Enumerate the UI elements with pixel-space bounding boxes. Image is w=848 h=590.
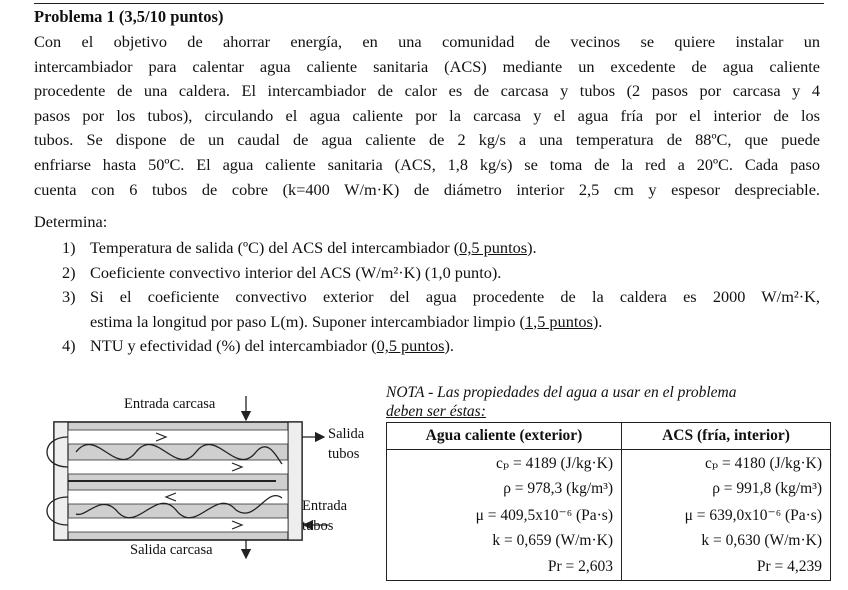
question-text: Coeficiente convectivo interior del ACS (W/m²·K) (1,0 punto).: [90, 262, 502, 282]
determine-heading: Determina:: [34, 212, 108, 231]
question-points: 1,5 puntos: [524, 311, 593, 331]
problem-statement: [34, 30, 820, 202]
table-cell: cₚ = 4180 (J/kg·K): [622, 450, 831, 477]
table-cell: ρ = 978,3 (kg/m³): [387, 476, 622, 502]
label-salida-tubos: Salida: [328, 426, 365, 442]
question-tail: ).: [527, 238, 537, 257]
statement-line: cuenta con 6 tubos de cobre (k=400 W/m·K) de diámetro interior 2,5 cm y espesor despreciable.: [34, 179, 820, 199]
question-number: 2): [62, 262, 76, 282]
table-cell: Pr = 2,603: [387, 554, 622, 581]
water-properties-table: [386, 422, 831, 581]
question-tail: ).: [592, 311, 603, 331]
column-header-hot-water: Agua caliente (exterior): [387, 423, 622, 450]
question-points: 0,5 puntos: [459, 238, 528, 257]
question-item: [34, 236, 820, 261]
label-entrada-tubos-2: tubos: [302, 518, 334, 534]
statement-line: tubos. Se dispone de un caudal de agua caliente de 2 kg/s a una temperatura de 88ºC, que puede: [34, 130, 820, 150]
label-salida-carcasa: Salida carcasa: [130, 542, 213, 558]
question-list: [34, 236, 820, 359]
properties-note: [386, 383, 826, 421]
table-cell: μ = 639,0x10⁻⁶ (Pa·s): [622, 502, 831, 528]
question-number: 4): [62, 336, 76, 355]
table-cell: Pr = 4,239: [622, 554, 831, 581]
statement-line: Con el objetivo de ahorrar energía, en una comunidad de vecinos se quiere instalar un: [34, 32, 820, 51]
statement-line: intercambiador para calentar agua caliente sanitaria (ACS) mediante un excedente de agua caliente: [34, 56, 820, 76]
question-item: [34, 334, 820, 359]
question-text: Si el coeficiente convectivo exterior del agua procedente de la caldera es 2000 W/m²·K,: [90, 287, 820, 306]
top-rule: [34, 3, 824, 4]
question-text: Temperatura de salida (ºC) del ACS del intercambiador (: [90, 238, 460, 257]
shell-and-tube-schematic: [36, 386, 366, 566]
question-number: 3): [62, 287, 76, 306]
statement-line: procedente de una caldera. El intercambiador de calor es de carcasa y tubos (2 pasos por carcasa y 4: [34, 81, 820, 101]
statement-line: enfriarse hasta 50ºC. El agua caliente sanitaria (ACS, 1,8 kg/s) se toma de la red a 20ºC. Cada paso: [34, 154, 820, 174]
heat-exchanger-diagram: [36, 386, 366, 566]
question-number: 1): [62, 238, 76, 257]
table-cell: cₚ = 4189 (J/kg·K): [387, 450, 622, 477]
label-entrada-carcasa: Entrada carcasa: [124, 396, 216, 412]
question-item: [34, 285, 820, 334]
problem-title: Problema 1 (3,5/10 puntos): [34, 7, 224, 26]
question-points: 0,5 puntos: [376, 336, 445, 355]
table-cell: μ = 409,5x10⁻⁶ (Pa·s): [387, 502, 622, 528]
question-text: NTU y efectividad (%) del intercambiador (: [90, 336, 377, 355]
column-header-acs: ACS (fría, interior): [622, 423, 831, 450]
question-item: [34, 261, 820, 286]
note-line: NOTA - Las propiedades del agua a usar en el problema: [386, 384, 737, 401]
statement-line: pasos por los tubos), circulando el agua caliente por la carcasa y el agua fría por el interior de los: [34, 105, 820, 125]
label-entrada-tubos: Entrada: [302, 498, 348, 514]
note-line: deben ser éstas:: [386, 403, 486, 420]
table-cell: k = 0,659 (W/m·K): [387, 528, 622, 554]
question-text-cont: estima la longitud por paso L(m). Suponer intercambiador limpio (: [90, 311, 525, 331]
table-cell: ρ = 991,8 (kg/m³): [622, 476, 831, 502]
question-tail: ).: [444, 336, 454, 355]
table-cell: k = 0,630 (W/m·K): [622, 528, 831, 554]
label-salida-tubos-2: tubos: [328, 446, 360, 462]
